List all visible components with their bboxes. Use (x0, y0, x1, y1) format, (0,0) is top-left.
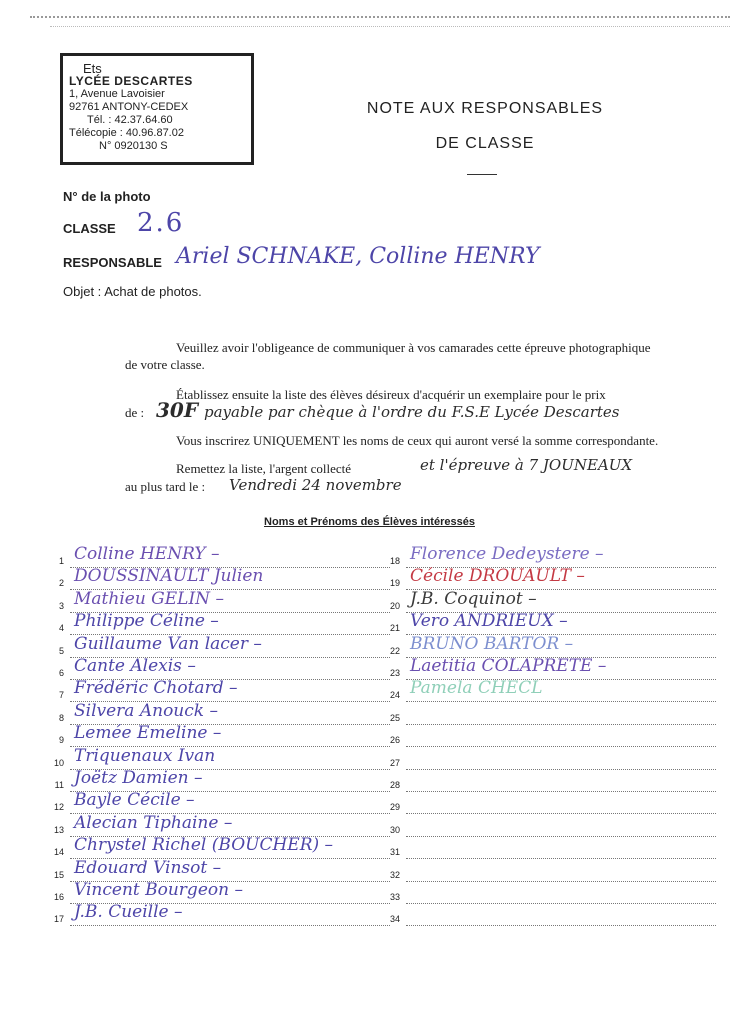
row-number: 12 (53, 802, 64, 813)
row-number: 6 (58, 668, 64, 678)
row-number: 14 (53, 847, 64, 858)
row-dotted-line (406, 769, 716, 770)
row-dotted-line (406, 836, 716, 837)
row-number: 4 (58, 623, 64, 634)
payment-instructions: payable par chèque à l'ordre du F.S.E Lycée Descartes (204, 403, 620, 421)
student-row (380, 864, 720, 886)
classe-label: CLASSE (63, 221, 116, 236)
student-name: Chrystel Richel (BOUCHER) – (74, 835, 334, 856)
page-title-line2: DE CLASSE (435, 135, 535, 152)
row-number: 2 (58, 578, 64, 589)
paragraph-4b: au plus tard le : (125, 479, 206, 494)
classe-value: 2.6 (137, 208, 185, 238)
row-number: 18 (389, 556, 400, 566)
row-dotted-line (406, 858, 716, 859)
price-value: 30F (156, 398, 199, 422)
student-name: Frédéric Chotard – (74, 678, 238, 699)
student-row (380, 707, 720, 729)
row-number: 13 (53, 824, 64, 835)
row-number: 10 (53, 757, 64, 768)
student-row (380, 886, 720, 908)
paragraph-2a: Établissez ensuite la liste des élèves désireux d'acquérir un exemplaire pour le prix (176, 387, 606, 402)
school-stamp (60, 53, 254, 165)
row-number: 19 (389, 578, 400, 589)
student-name: Laetitia COLAPRETE – (410, 656, 607, 676)
student-row (380, 796, 720, 818)
row-number: 17 (53, 914, 64, 925)
student-row (380, 841, 720, 863)
student-row (44, 902, 394, 930)
row-number: 25 (389, 712, 400, 723)
row-number: 20 (389, 600, 400, 611)
student-name: Philippe Céline – (74, 611, 219, 632)
student-name: Cécile DROUAULT – (410, 566, 585, 587)
student-row (380, 774, 720, 796)
stamp-ets: Ets (83, 61, 102, 76)
stamp-number: N° 0920130 S (99, 140, 168, 152)
student-row (380, 729, 720, 751)
row-dotted-line (406, 791, 716, 792)
responsable-label: RESPONSABLE (63, 255, 162, 270)
row-number: 27 (389, 757, 400, 768)
paragraph-4a: Remettez la liste, l'argent collecté (176, 461, 351, 476)
row-number: 30 (389, 824, 400, 835)
row-number: 3 (58, 600, 64, 611)
row-number: 28 (389, 780, 400, 790)
student-name: Colline HENRY – (74, 544, 220, 564)
responsable-value: Ariel SCHNAKE, Colline HENRY (176, 244, 540, 269)
row-number: 1 (58, 556, 64, 566)
student-name: Mathieu GELIN – (74, 588, 224, 609)
paragraph-1b: de votre classe. (125, 357, 205, 372)
row-number: 11 (54, 780, 64, 790)
student-row (380, 678, 720, 706)
stamp-phone: Tél. : 42.37.64.60 (87, 114, 173, 126)
row-dotted-line (70, 925, 390, 926)
student-name: Guillaume Van lacer – (74, 633, 262, 654)
stamp-address: 1, Avenue Lavoisier (69, 88, 165, 100)
row-dotted-line (406, 813, 716, 814)
row-number: 29 (389, 802, 400, 813)
students-table-title: Noms et Prénoms des Élèves intéressés (264, 516, 475, 528)
page-title-line1: NOTE AUX RESPONSABLES (366, 100, 604, 117)
stamp-city: 92761 ANTONY-CEDEX (69, 101, 189, 113)
row-dotted-line (406, 903, 716, 904)
paragraph-2b-prefix: de : (125, 405, 145, 420)
delivery-instructions: et l'épreuve à 7 JOUNEAUX (420, 456, 633, 474)
row-number: 34 (389, 914, 400, 925)
row-number: 8 (58, 712, 64, 723)
row-dotted-line (406, 925, 716, 926)
student-name: J.B. Coquinot – (410, 588, 537, 609)
row-dotted-line (406, 881, 716, 882)
objet-line: Objet : Achat de photos. (63, 284, 202, 299)
row-number: 21 (389, 623, 400, 634)
student-name: Vero ANDRIEUX – (410, 611, 568, 632)
student-name: Alecian Tiphaine – (74, 812, 233, 833)
paragraph-1a: Veuillez avoir l'obligeance de communiquer à vos camarades cette épreuve photographique (176, 340, 651, 355)
paragraph-3: Vous inscrirez UNIQUEMENT les noms de ceux qui auront versé la somme correspondante. (176, 433, 659, 448)
student-row (380, 752, 720, 774)
student-name: Triquenaux Ivan (74, 745, 216, 766)
photo-number-label: N° de la photo (63, 189, 151, 204)
student-name: Florence Dedeystere – (410, 544, 604, 564)
row-number: 7 (58, 690, 64, 701)
title-underline (467, 174, 497, 175)
row-number: 15 (53, 869, 64, 880)
row-number: 32 (389, 869, 400, 880)
stamp-school-name: LYCÉE DESCARTES (69, 74, 193, 88)
row-number: 22 (389, 645, 400, 656)
student-name: Pamela CHECL (410, 678, 543, 699)
student-name: DOUSSINAULT Julien (74, 566, 264, 587)
student-name: Lemée Emeline – (74, 723, 222, 744)
row-number: 16 (53, 892, 64, 902)
student-name: BRUNO BARTOR – (410, 633, 574, 654)
row-dotted-line (406, 701, 716, 702)
student-name: Vincent Bourgeon – (74, 880, 243, 900)
row-number: 24 (389, 690, 400, 701)
student-name: Bayle Cécile – (74, 790, 195, 811)
row-dotted-line (406, 746, 716, 747)
row-number: 31 (389, 847, 400, 858)
deadline-value: Vendredi 24 novembre (229, 476, 402, 494)
student-name: Cante Alexis – (74, 656, 196, 676)
student-name: Silvera Anouck – (74, 700, 218, 721)
row-number: 23 (389, 668, 400, 678)
row-dotted-line (406, 724, 716, 725)
stamp-fax: Télécopie : 40.96.87.02 (69, 127, 184, 139)
student-row (380, 908, 720, 930)
page-top-edge (30, 16, 730, 24)
row-number: 26 (389, 735, 400, 746)
row-number: 33 (389, 892, 400, 902)
student-row (380, 819, 720, 841)
student-name: Edouard Vinsot – (74, 857, 222, 878)
row-number: 9 (58, 735, 64, 746)
student-name: J.B. Cueille – (74, 902, 183, 923)
page-top-edge-faint (50, 26, 730, 30)
student-name: Joëtz Damien – (74, 768, 203, 788)
row-number: 5 (58, 645, 64, 656)
